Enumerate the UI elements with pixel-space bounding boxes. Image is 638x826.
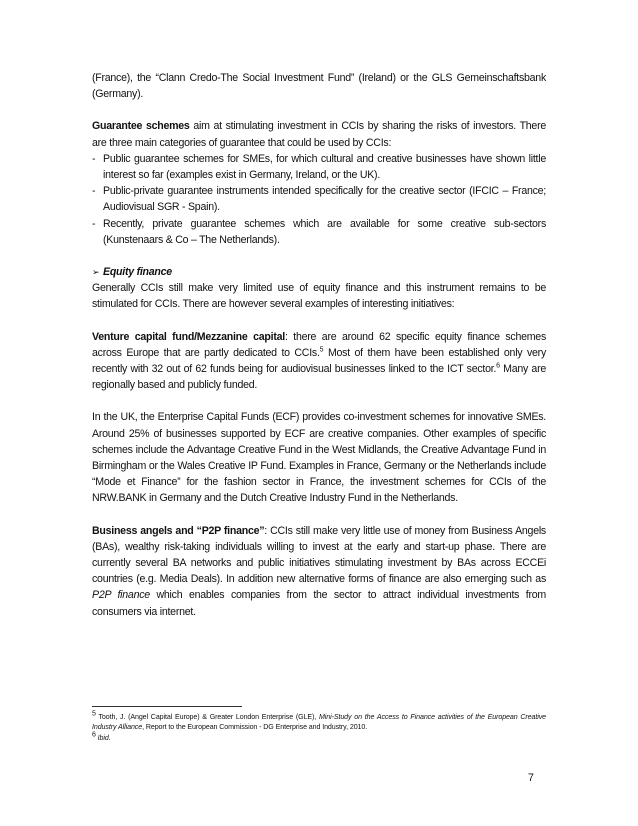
footnote-6: $^6$ Ibid. [92, 731, 111, 742]
guarantee-text: aim at stimulating investment in CCIs by sharing the risks of investors. There are three main categories of guarantee that could be used by CCIs: [92, 120, 546, 149]
arrow-bullet-icon: ➢ [92, 267, 100, 278]
angels-paragraph: Business angels and “P2P finance”: CCIs still make very little use of money from Business Angels (BAs), wealthy risk-taking individuals willing to invest at the early and start-up phase. There are currently several BA networks and public initiatives stimulating investment by BAs across ECCEi countries (e.g. Media Deals). In addition new alternative forms of finance are also emerging such as P2P finance which enables companies from the sector to attract individual investments from consumers via internet. [92, 524, 546, 618]
footnote-ref-6[interactable]: 6 [496, 362, 500, 370]
guarantee-section [92, 118, 546, 248]
angels-label: Business angels and “P2P finance” [92, 524, 265, 537]
equity-heading: ➢ Equity finance [92, 264, 546, 280]
footnote-divider [92, 706, 242, 707]
list-item: - Public guarantee schemes for SMEs, for which cultural and creative businesses have shown little interest so far (examples exist in Germany, Ireland, or the UK). [92, 152, 546, 182]
footnotes [92, 712, 546, 743]
footnote-ref-5[interactable]: 5 [319, 346, 324, 354]
uk-paragraph: In the UK, the Enterprise Capital Funds (ECF) provides co-investment schemes for innovative SMEs. Around 25% of businesses supported by ECF are creative companies. Other examples of specific schemes include the Advantage Creative Fund in the West Midlands, the Creative Advantage Fund in Birmingham or the Wales Creative IP Fund. Examples in France, Germany or the Netherlands include “Mode et Finance” for the fashion sector in France, the investment schemes for CCIs of the NRW.BANK in Germany and the Dutch Creative Industry Fund in the Netherlands. [92, 411, 546, 505]
body-text [92, 70, 546, 636]
guarantee-list [92, 151, 546, 248]
guarantee-intro [92, 118, 546, 150]
page-number: 7 [528, 772, 534, 784]
list-item: - Public-private guarantee instruments intended specifically for the creative sector (IFCIC – France; Audiovisual SGR - Spain). [92, 185, 546, 214]
footnote-5: $^5$ Tooth, J. (Angel Capital Europe) & Greater London Enterprise (GLE), Mini-Study on the Access to Finance activities of the European Creative Industry Alliance, Report to the European Commission - DG Enterprise and Industry, 2010. [92, 710, 546, 732]
list-item: - Recently, private guarantee schemes which are available for some creative sub-sectors (Kunstenaars & Co – The Netherlands). [92, 217, 546, 246]
venture-label: Venture capital fund/Mezzanine capital [92, 330, 285, 343]
venture-paragraph: Venture capital fund/Mezzanine capital: there are around 62 specific equity finance schemes across Europe that are partly dedicated to CCIs.$^5$ Most of them have been established only very recently with 32 out of 62 funds being for audiovisual businesses linked to the ICT sector.$^6$ Many are regionally based and publicly funded. [92, 330, 547, 392]
guarantee-label: Guarantee schemes [92, 120, 190, 133]
equity-paragraph: Generally CCIs still make very limited use of equity finance and this instrument remains to be stimulated for CCIs. There are however several examples of interesting initiatives: [92, 282, 546, 311]
paragraph-continuation: (France), the “Clann Credo-The Social Investment Fund” (Ireland) or the GLS Gemeinschaftsbank (Germany). [92, 72, 546, 101]
